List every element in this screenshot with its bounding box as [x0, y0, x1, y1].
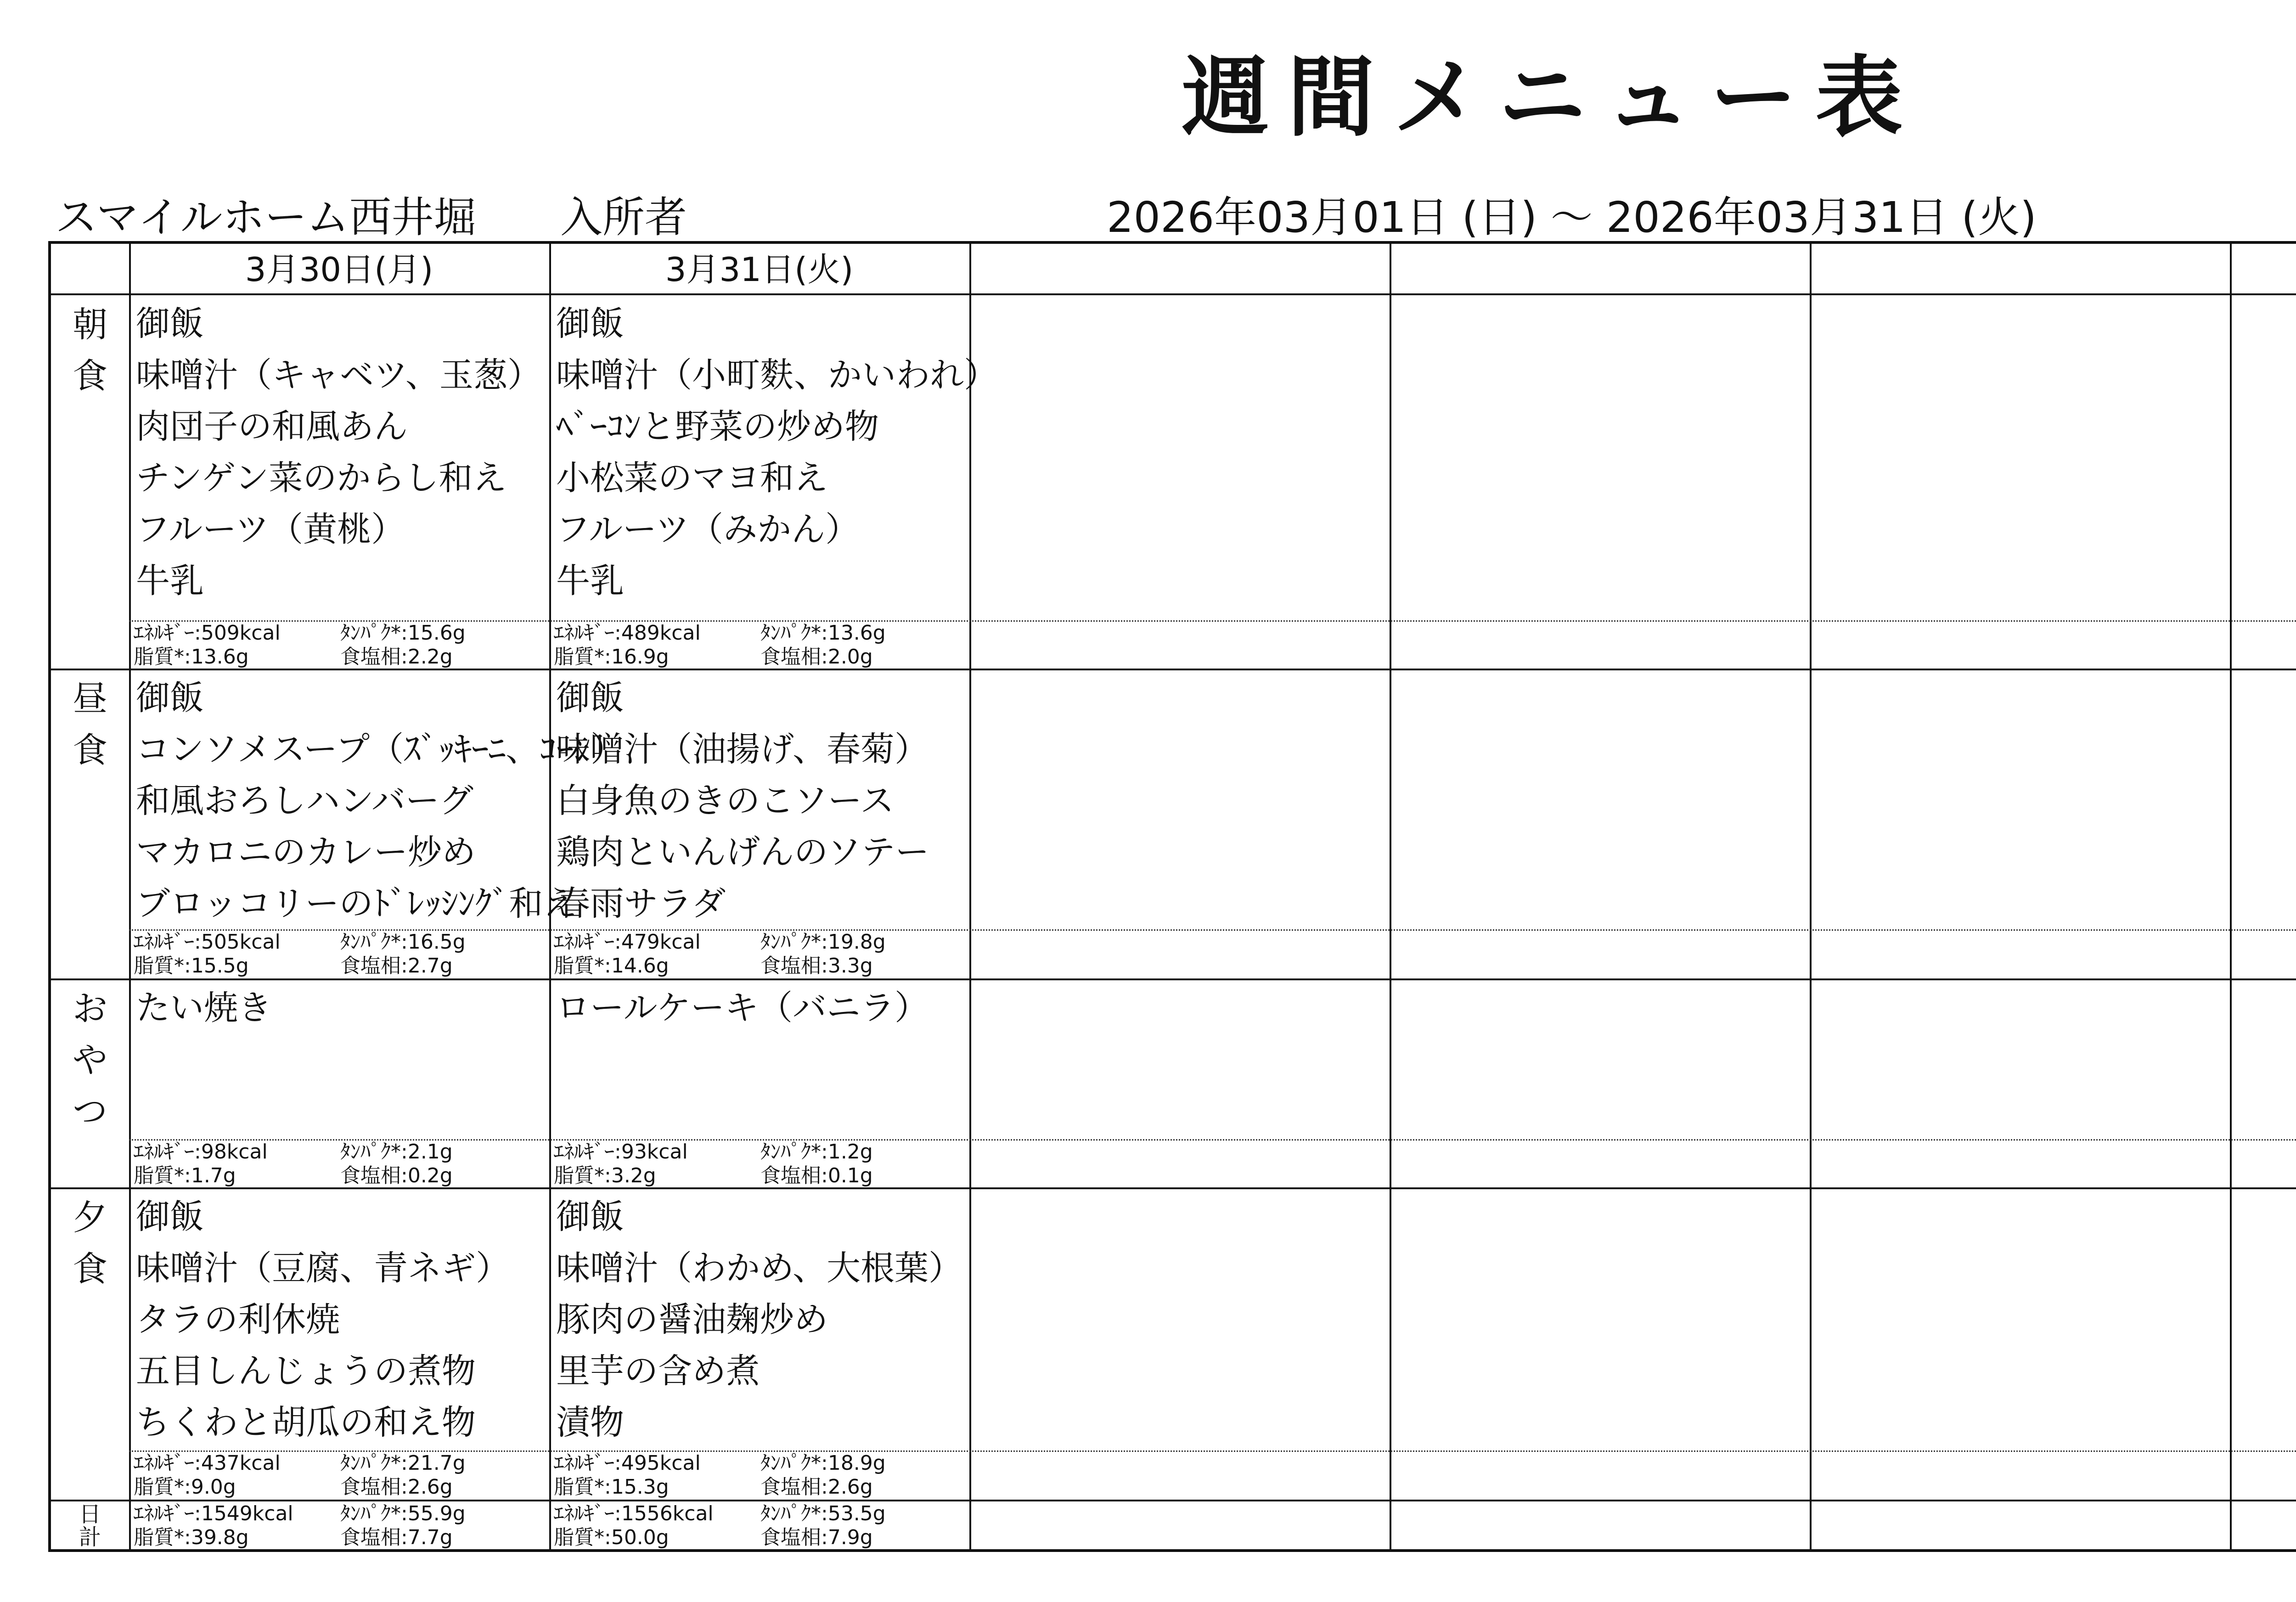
column-divider — [1810, 244, 1812, 1549]
fat-value: 脂質*:9.0g — [134, 1475, 236, 1499]
energy-value: ｴﾈﾙｷﾞｰ:93kcal — [554, 1140, 688, 1164]
dish-item: たい焼き — [136, 988, 272, 1028]
fat-value: 脂質*:16.9g — [554, 645, 669, 669]
salt-value: 食塩相:0.1g — [760, 1164, 873, 1187]
dish-item: コンソメスープ（ｽﾞｯｷｰﾆ、ｺｰﾝ） — [136, 730, 625, 769]
fat-value: 脂質*:14.6g — [554, 954, 669, 978]
salt-value: 食塩相:2.0g — [760, 645, 873, 669]
lunch-menu-day1 — [136, 672, 625, 929]
dish-item: 御飯 — [136, 678, 204, 718]
dish-item: ﾍﾞｰｺﾝと野菜の炒め物 — [556, 407, 879, 446]
breakfast-nutrition-day2 — [554, 621, 886, 669]
dish-item: 御飯 — [136, 1197, 204, 1237]
column-divider — [2230, 244, 2232, 1549]
protein-value: ﾀﾝﾊﾟｸ*:15.6g — [340, 621, 466, 645]
protein-value: ﾀﾝﾊﾟｸ*:19.8g — [760, 930, 886, 954]
dish-item: 小松菜のマヨ和え — [556, 458, 828, 498]
dish-item: 肉団子の和風あん — [136, 407, 408, 446]
protein-value: ﾀﾝﾊﾟｸ*:18.9g — [760, 1451, 886, 1475]
protein-value: ﾀﾝﾊﾟｸ*:2.1g — [340, 1140, 453, 1164]
resident-category: 入所者 — [560, 193, 687, 242]
energy-value: ｴﾈﾙｷﾞｰ:479kcal — [554, 930, 701, 954]
dish-item: 五目しんじょうの煮物 — [136, 1351, 476, 1391]
dish-item: 味噌汁（わかめ、大根葉） — [556, 1248, 963, 1288]
dinner-nutrition-day2 — [554, 1451, 886, 1499]
meal-label-breakfast: 朝 食 — [73, 304, 107, 396]
salt-value: 食塩相:2.6g — [760, 1475, 873, 1499]
dish-item: タラの利休焼 — [136, 1300, 340, 1339]
lunch-nutrition-day2 — [554, 930, 886, 978]
facility-name: スマイルホーム西井堀 — [55, 193, 476, 242]
fat-value: 脂質*:1.7g — [134, 1164, 236, 1187]
protein-value: ﾀﾝﾊﾟｸ*:1.2g — [760, 1140, 873, 1164]
salt-value: 食塩相:2.7g — [340, 954, 453, 978]
dish-item: 和風おろしハンバーグ — [136, 781, 473, 821]
dish-item: 味噌汁（油揚げ、春菊） — [556, 730, 929, 769]
fat-value: 脂質*:15.5g — [134, 954, 249, 978]
dish-item: ロールケーキ（バニラ） — [556, 988, 929, 1028]
weekly-menu-table — [48, 241, 2296, 1552]
dish-item: 味噌汁（豆腐、青ネギ） — [136, 1248, 510, 1288]
date-range: 2026年03月01日 (日) ～ 2026年03月31日 (火) — [1107, 193, 2037, 242]
snack-menu-day2 — [556, 982, 929, 1034]
dish-item: 豚肉の醤油麹炒め — [556, 1300, 828, 1339]
energy-value: ｴﾈﾙｷﾞｰ:437kcal — [134, 1451, 281, 1475]
nutrition-separator — [129, 1139, 2296, 1141]
dinner-nutrition-day1 — [134, 1451, 466, 1499]
fat-value: 脂質*:39.8g — [134, 1526, 249, 1549]
dish-item: 里芋の含め煮 — [556, 1351, 760, 1391]
dish-item: 味噌汁（キャベツ、玉葱） — [136, 355, 541, 395]
dish-item: 白身魚のきのこソース — [556, 781, 895, 821]
column-divider — [1390, 244, 1391, 1549]
row-divider — [51, 978, 2296, 980]
fat-value: 脂質*:3.2g — [554, 1164, 656, 1187]
protein-value: ﾀﾝﾊﾟｸ*:53.5g — [760, 1502, 886, 1525]
dish-item: 御飯 — [556, 304, 624, 343]
dish-item: 牛乳 — [136, 561, 204, 601]
row-divider — [51, 1500, 2296, 1501]
protein-value: ﾀﾝﾊﾟｸ*:55.9g — [340, 1502, 466, 1525]
dish-item: 御飯 — [136, 304, 204, 343]
fat-value: 脂質*:15.3g — [554, 1475, 669, 1499]
energy-value: ｴﾈﾙｷﾞｰ:1556kcal — [554, 1502, 714, 1525]
dish-item: フルーツ（みかん） — [556, 510, 860, 549]
dish-item: 漬物 — [556, 1403, 624, 1442]
fat-value: 脂質*:13.6g — [134, 645, 249, 669]
energy-value: ｴﾈﾙｷﾞｰ:505kcal — [134, 930, 281, 954]
dinner-menu-day1 — [136, 1191, 510, 1448]
energy-value: ｴﾈﾙｷﾞｰ:495kcal — [554, 1451, 701, 1475]
meal-label-total: 日 計 — [79, 1501, 101, 1550]
daily-total-day2 — [554, 1502, 886, 1550]
dish-item: 御飯 — [556, 678, 624, 718]
fat-value: 脂質*:50.0g — [554, 1526, 669, 1549]
dish-item: マカロニのカレー炒め — [136, 832, 476, 872]
energy-value: ｴﾈﾙｷﾞｰ:1549kcal — [134, 1502, 293, 1525]
dish-item: ブロッコリーのﾄﾞﾚｯｼﾝｸﾞ和え — [136, 884, 577, 923]
meal-label-lunch: 昼 食 — [73, 678, 107, 770]
page-title: 週間メニュー表 — [1182, 47, 1921, 148]
snack-nutrition-day2 — [554, 1140, 873, 1188]
dish-item: 春雨サラダ — [556, 884, 726, 923]
salt-value: 食塩相:7.7g — [340, 1526, 453, 1549]
snack-menu-day1 — [136, 982, 272, 1034]
daily-total-day1 — [134, 1502, 466, 1550]
meal-label-dinner: 夕 食 — [73, 1197, 107, 1289]
day-header: 3月30日(月) — [245, 250, 433, 289]
protein-value: ﾀﾝﾊﾟｸ*:13.6g — [760, 621, 886, 645]
lunch-nutrition-day1 — [134, 930, 466, 978]
dish-item: チンゲン菜のからし和え — [136, 458, 507, 498]
dish-item: フルーツ（黄桃） — [136, 510, 405, 549]
meal-label-snack: お や つ — [73, 988, 107, 1132]
dish-item: 牛乳 — [556, 561, 624, 601]
salt-value: 食塩相:3.3g — [760, 954, 873, 978]
day-header: 3月31日(火) — [665, 250, 854, 289]
protein-value: ﾀﾝﾊﾟｸ*:16.5g — [340, 930, 466, 954]
breakfast-nutrition-day1 — [134, 621, 466, 669]
breakfast-menu-day1 — [136, 298, 541, 607]
energy-value: ｴﾈﾙｷﾞｰ:98kcal — [134, 1140, 268, 1164]
dish-item: 御飯 — [556, 1197, 624, 1237]
snack-nutrition-day1 — [134, 1140, 453, 1188]
energy-value: ｴﾈﾙｷﾞｰ:489kcal — [554, 621, 701, 645]
dish-item: ちくわと胡瓜の和え物 — [136, 1403, 476, 1442]
dish-item: 鶏肉といんげんのソテー — [556, 832, 929, 872]
salt-value: 食塩相:7.9g — [760, 1526, 873, 1549]
column-divider — [129, 244, 131, 1549]
energy-value: ｴﾈﾙｷﾞｰ:509kcal — [134, 621, 281, 645]
breakfast-menu-day2 — [556, 298, 998, 607]
lunch-menu-day2 — [556, 672, 929, 929]
protein-value: ﾀﾝﾊﾟｸ*:21.7g — [340, 1451, 466, 1475]
salt-value: 食塩相:2.6g — [340, 1475, 453, 1499]
dish-item: 味噌汁（小町麩、かいわれ） — [556, 355, 998, 395]
salt-value: 食塩相:2.2g — [340, 645, 453, 669]
salt-value: 食塩相:0.2g — [340, 1164, 453, 1187]
dinner-menu-day2 — [556, 1191, 962, 1448]
